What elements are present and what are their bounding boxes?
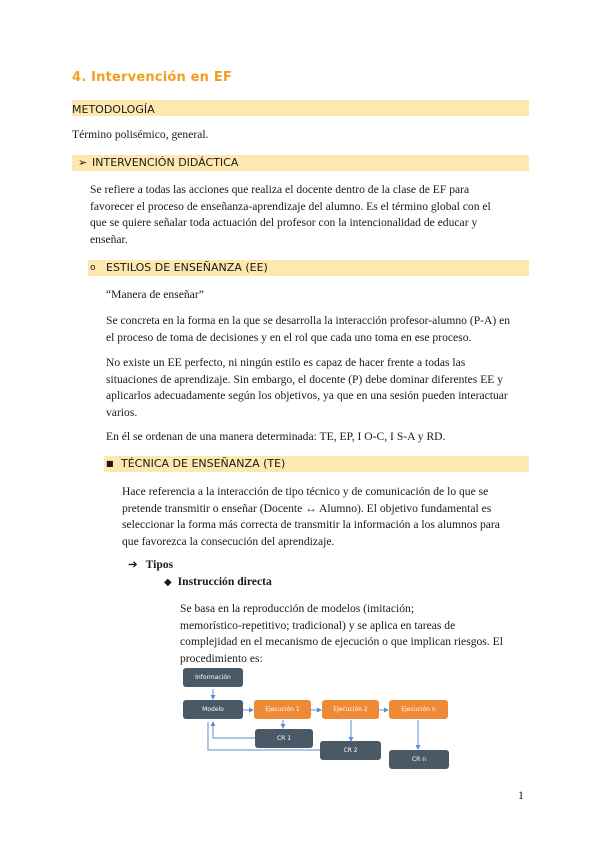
estilos-paragraph-1 — [106, 313, 510, 346]
square-bullet-icon: ■ — [106, 459, 114, 468]
text-line: Se refiere a todas las acciones que realiza el docente dentro de la clase de EF para — [90, 183, 470, 196]
metodologia-heading-band — [72, 100, 529, 116]
feedback-cr1-to-modelo — [213, 722, 255, 738]
diagram-box-cr2: CR 2 — [320, 741, 381, 760]
text-line: No existe un EE perfecto, ni ningún estilo es capaz de hacer frente a todas las — [106, 356, 466, 369]
arrow-bullet-icon: ➔ — [128, 558, 138, 571]
tecnica-paragraph — [122, 484, 500, 550]
metodologia-heading: METODOLOGÍA — [72, 103, 155, 116]
text-line: memorístico-repetitivo; tradicional) y se aplica en tareas de — [180, 618, 456, 632]
intervencion-heading-band — [72, 155, 529, 171]
diamond-bullet-icon: ◆ — [164, 577, 172, 588]
text-line: pretende transmitir o enseñar (Docente ↔ Alumno). El objetivo fundamental es — [122, 501, 492, 515]
intervencion-heading: INTERVENCIÓN DIDÁCTICA — [92, 156, 239, 169]
text-line: enseñar. — [90, 232, 128, 246]
tipos-label: Tipos — [145, 558, 174, 571]
metodologia-text: Término polisémico, general. — [72, 128, 209, 141]
text-line: aplicarlos adecuadamente según los objetivos, ya que en una sesión pueden interactuar — [106, 389, 508, 402]
text-line: que se quiere señalar toda actuación del profesor con la intencionalidad de educar y — [90, 216, 478, 229]
tipos-item — [128, 557, 173, 574]
arrowhead-bullet-icon: ➢ — [78, 157, 88, 169]
text-line: Se concreta en la forma en la que se desarrolla la interacción profesor-alumno (P-A) en — [106, 314, 511, 327]
tecnica-heading: TÉCNICA DE ENSEÑANZA (TE) — [121, 457, 286, 470]
page-number: 1 — [518, 788, 524, 802]
intervencion-paragraph — [90, 182, 491, 248]
text-line: favorecer el proceso de enseñanza-aprendizaje del alumno. Es el término global con el — [90, 199, 491, 213]
estilos-heading-band — [88, 260, 529, 276]
section-title: 4. Intervención en EF — [72, 70, 233, 85]
instruccion-directa-item — [164, 574, 272, 592]
diagram-box-crn: CR n — [389, 750, 449, 769]
estilos-quote: “Manera de enseñar” — [106, 288, 204, 301]
estilos-paragraph-2 — [106, 355, 508, 421]
estilos-heading: ESTILOS DE ENSEÑANZA (EE) — [106, 261, 268, 274]
estilos-paragraph-3: En él se ordenan de una manera determinada: TE, EP, I O-C, I S-A y RD. — [106, 430, 446, 443]
diagram-box-informacion: Información — [183, 668, 243, 687]
text-line: varios. — [106, 405, 138, 419]
text-line: complejidad en el mecanismo de ejecución o que implican riesgos. El — [180, 635, 503, 648]
circle-bullet-icon: o — [90, 263, 96, 273]
diagram-box-cr1: CR 1 — [255, 729, 313, 748]
text-line: que favorezca la consecución del aprendizaje. — [122, 534, 335, 548]
instruccion-directa-paragraph — [180, 601, 503, 667]
tecnica-heading-band — [104, 456, 529, 472]
diagram-box-ejecucion-1: Ejecución 1 — [254, 700, 311, 719]
diagram-box-modelo: Modelo — [183, 700, 243, 719]
text-line: Hace referencia a la interacción de tipo técnico y de comunicación de lo que se — [122, 485, 489, 498]
text-line: seleccionar la forma más correcta de transmitir la información a los alumnos para — [122, 518, 500, 531]
text-line: el proceso de toma de decisiones y en el rol que cada uno toma en ese proceso. — [106, 330, 472, 344]
instruccion-directa-label: Instrucción directa — [177, 575, 272, 588]
text-line: situaciones de aprendizaje. Sin embargo, el docente (P) debe dominar diferentes EE y — [106, 372, 504, 386]
diagram-box-ejecucion-n: Ejecución n — [389, 700, 448, 719]
procedure-diagram — [170, 664, 460, 774]
diagram-box-ejecucion-2: Ejecución 2 — [322, 700, 379, 719]
text-line: Se basa en la reproducción de modelos (imitación; — [180, 602, 415, 615]
text-line: procedimiento es: — [180, 651, 263, 665]
